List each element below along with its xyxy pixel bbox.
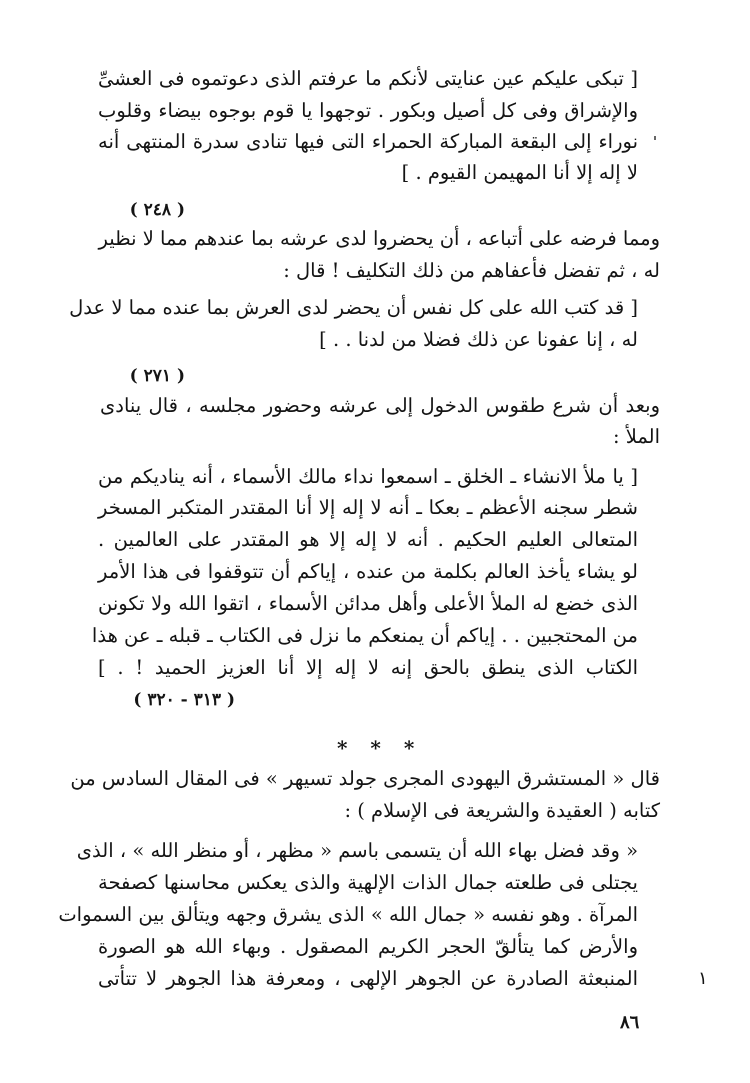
quote-3-line-6: من المحتجبين . . إياكم أن يمنعكم ما نزل فى الكتاب ـ قبله ـ عن هذا — [91, 624, 638, 647]
paragraph-2-line-2: الملأ : — [612, 425, 660, 448]
quote-4-line-3: المرآة . وهو نفسه « جمال الله » الذى يشرق وجهه ويتألق بين السموات — [58, 903, 638, 926]
quote-2-line-1: [ قد كتب الله على كل نفس أن يحضر لدى العرش بما عنده مما لا عدل — [69, 296, 638, 319]
paragraph-3-line-2: كتابه ( العقيدة والشريعة فى الإسلام ) : — [344, 799, 660, 822]
section-divider-stars: * * * — [337, 736, 423, 760]
quote-1-line-3: نوراء إلى البقعة المباركة الحمراء التى فيها تنادى سدرة المنتهى أنه — [98, 130, 638, 153]
paragraph-2-line-1: وبعد أن شرع طقوس الدخول إلى عرشه وحضور مجلسه ، قال ينادى — [100, 394, 660, 417]
quote-3-line-7: الكتاب الذى ينطق بالحق إنه لا إله إلا أنا العزيز الحميد ! . ] — [98, 656, 638, 679]
reference-248: ( ٢٤٨ ) — [129, 200, 185, 220]
scan-speck — [654, 136, 656, 140]
quote-4-line-2: يجتلى فى طلعته جمال الذات الإلهية والذى يعكس محاسنها كصفحة — [98, 871, 638, 894]
paragraph-1-line-1: ومما فرضه على أتباعه ، أن يحضروا لدى عرشه بما عندهم مما لا نظير — [98, 227, 660, 250]
quote-3-line-4: لو يشاء يأخذ العالم بكلمة من عنده ، إياكم أن تتوقفوا فى هذا الأمر — [98, 560, 638, 583]
quote-2-line-2: له ، إنا عفونا عن ذلك فضلا من لدنا . . ] — [319, 328, 638, 351]
margin-footnote-digit: ١ — [698, 968, 708, 989]
quote-3-line-3: المتعالى العليم الحكيم . أنه لا إله إلا هو المقتدر على العالمين . — [98, 528, 638, 551]
quote-4-line-1: « وقد فضل بهاء الله أن يتسمى باسم « مظهر ، أو منظر الله » ، الذى — [76, 839, 638, 862]
paragraph-1-line-2: له ، ثم تفضل فأعفاهم من ذلك التكليف ! قال : — [283, 259, 660, 282]
quote-1-line-1: [ تبكى عليكم عين عنايتى لأنكم ما عرفتم الذى دعوتموه فى العشىِّ — [98, 67, 638, 90]
paragraph-3-line-1: قال « المستشرق اليهودى المجرى جولد تسيهر » فى المقال السادس من — [70, 767, 660, 790]
reference-313-320: ( ٣١٣ - ٣٢٠ ) — [133, 690, 235, 710]
quote-3-line-5: الذى خضع له الملأ الأعلى وأهل مدائن الأسماء ، اتقوا الله ولا تكونن — [98, 592, 638, 615]
quote-4-line-4: والأرض كما يتألقّ الحجر الكريم المصقول . وبهاء الله هو الصورة — [98, 935, 638, 958]
page-number: ٨٦ — [620, 1012, 640, 1033]
reference-271: ( ٢٧١ ) — [129, 366, 185, 386]
quote-4-line-5: المنبعثة الصادرة عن الجوهر الإلهى ، ومعرفة هذا الجوهر لا تتأتى — [98, 967, 638, 990]
quote-3-line-1: [ يا ملأ الانشاء ـ الخلق ـ اسمعوا نداء مالك الأسماء ، أنه يناديكم من — [98, 465, 638, 488]
quote-1-line-4: لا إله إلا أنا المهيمن القيوم . ] — [401, 161, 638, 184]
quote-1-line-2: والإشراق وفى كل أصيل وبكور . توجهوا يا قوم بوجوه بيضاء وقلوب — [98, 99, 638, 122]
quote-3-line-2: شطر سجنه الأعظم ـ بعكا ـ أنه لا إله إلا أنا المقتدر المتكبر المسخر — [98, 496, 638, 519]
